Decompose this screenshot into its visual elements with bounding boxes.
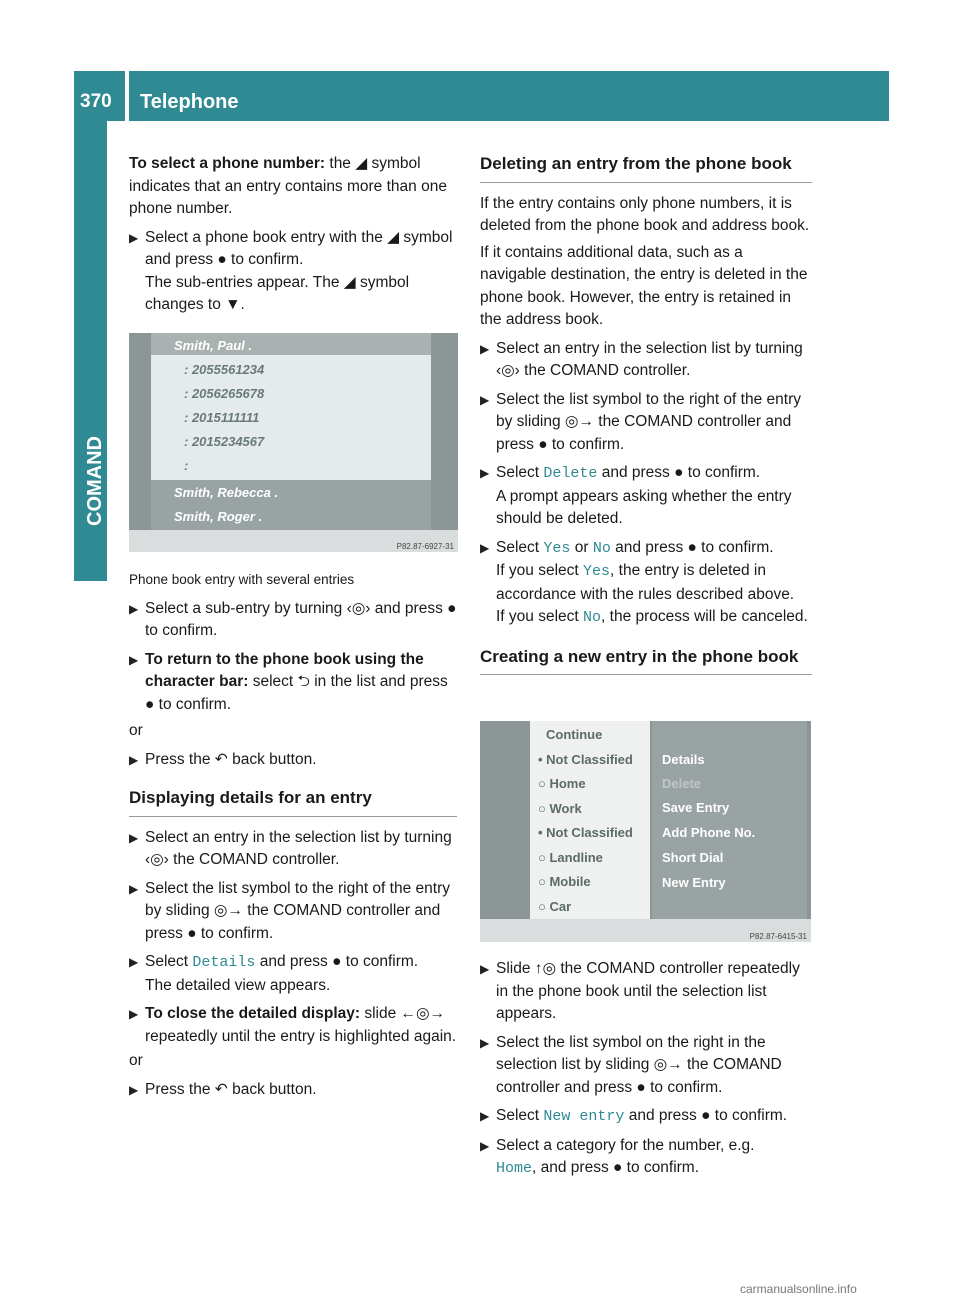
- bullet-arrow-icon: ▶: [480, 1035, 490, 1050]
- step-text: Select: [496, 538, 544, 556]
- step-select-entry: [129, 227, 457, 317]
- step-text: and press ● to confirm.: [624, 1107, 788, 1124]
- menu-term: Details: [192, 954, 256, 971]
- screen-row: ○ Landline: [538, 850, 603, 865]
- step-text: Select an entry in the selection list by turning ‹◎› the COMAND controller.: [496, 339, 803, 379]
- screen-row: :: [184, 458, 189, 473]
- left-column-lower: [129, 563, 457, 1101]
- step-text: Select: [496, 1107, 544, 1124]
- figure-code: P82.87-6927-31: [396, 542, 454, 551]
- step-result: , the process will be canceled.: [601, 608, 808, 625]
- step-select-delete: [480, 462, 812, 531]
- screen-row: : 2056265678: [184, 386, 265, 401]
- screen-row: : 2015111111: [184, 410, 260, 425]
- bullet-arrow-icon: ▶: [129, 752, 139, 767]
- menu-term: New entry: [543, 1108, 625, 1125]
- menu-item: Add Phone No.: [662, 825, 756, 840]
- screen-row: ○ Car: [538, 899, 572, 914]
- screen-row: Smith, Rebecca .: [174, 485, 279, 500]
- step-select-list-symbol: [129, 878, 457, 946]
- menu-term: No: [592, 539, 611, 557]
- bullet-arrow-icon: ▶: [480, 540, 490, 555]
- screen-row: • Not Classified: [538, 825, 633, 840]
- bullet-arrow-icon: ▶: [480, 392, 490, 407]
- step-text: Select an entry in the selection list by turning ‹◎› the COMAND controller.: [145, 828, 452, 868]
- screen-row: Continue: [546, 727, 603, 742]
- screenshot-new-entry-menu: [480, 721, 811, 942]
- bullet-arrow-icon: ▶: [129, 881, 139, 896]
- bullet-arrow-icon: ▶: [480, 1109, 490, 1123]
- step-select-new-entry: [480, 1105, 812, 1129]
- step-slide-controller: [480, 958, 812, 1026]
- step-back-button: [129, 749, 457, 772]
- menu-term: Yes: [543, 539, 571, 557]
- step-text: Select: [145, 953, 193, 970]
- bullet-arrow-icon: ▶: [129, 830, 139, 845]
- page-number: 370: [80, 91, 112, 112]
- heading-deleting-entry: Deleting an entry from the phone book: [480, 153, 812, 183]
- step-select-list-symbol: [480, 389, 812, 457]
- intro-text: the ◢ symbol indicates that an entry contains more than one phone number.: [129, 155, 447, 217]
- step-text: and press ● to confirm.: [610, 538, 774, 556]
- menu-term: No: [583, 609, 602, 626]
- step-result: If you select: [496, 562, 584, 579]
- section-title: Telephone: [140, 91, 239, 113]
- left-column: [129, 153, 457, 317]
- step-text: slide ←◎→ repeatedly until the entry is highlighted again.: [145, 1005, 457, 1045]
- step-text: Select the list symbol on the right in the selection list by sliding ◎→ the COMAND controller and press ● to confirm.: [496, 1033, 782, 1096]
- bullet-arrow-icon: ▶: [129, 230, 139, 245]
- step-bold: To close the detailed display:: [145, 1005, 361, 1022]
- step-text: Slide ↑◎ the COMAND controller repeatedly in the phone book until the selection list appears.: [496, 960, 800, 1022]
- screen-row: : 2055561234: [184, 362, 265, 377]
- right-column: [480, 153, 812, 685]
- right-column-lower: [480, 952, 812, 1181]
- step-result: If you select: [496, 608, 584, 625]
- intro-paragraph: [129, 153, 457, 221]
- step-text: Select a phone book entry with the ◢ symbol and press ● to confirm.: [145, 228, 453, 268]
- bullet-arrow-icon: ▶: [480, 962, 490, 976]
- step-close-detailed: [129, 1003, 457, 1048]
- step-text: Select the list symbol to the right of the entry by sliding ◎→ the COMAND controller and press ● to confirm.: [496, 390, 801, 453]
- bullet-arrow-icon: ▶: [480, 341, 490, 356]
- step-select-subentry: [129, 598, 457, 643]
- step-bold: To return to the phone book using the character bar:: [145, 650, 424, 690]
- step-text: Select a category for the number, e.g.: [496, 1136, 755, 1154]
- step-select-list-symbol: [480, 1032, 812, 1100]
- figure-code: P82.87-6415-31: [749, 932, 807, 941]
- step-text: Select: [496, 464, 544, 481]
- footer-watermark: carmanualsonline.info: [740, 1282, 857, 1296]
- paragraph: If it contains additional data, such as a navigable destination, the entry is deleted in the phone book. However, the entry is retained in the address book.: [480, 243, 808, 328]
- step-text: and press ● to confirm.: [255, 953, 419, 970]
- screen-row: Smith, Roger .: [174, 509, 263, 524]
- step-text: and press ● to confirm.: [597, 464, 761, 481]
- header-divider: [125, 71, 129, 121]
- step-result: The detailed view appears.: [145, 976, 331, 994]
- screen-row: ○ Home: [538, 776, 586, 791]
- menu-item: New Entry: [662, 875, 726, 890]
- paragraph: If the entry contains only phone numbers, it is deleted from the phone book and address book.: [480, 194, 810, 234]
- menu-term: Yes: [583, 563, 611, 580]
- screen-row: Smith, Paul .: [174, 338, 253, 353]
- step-select-yes-no: [480, 537, 812, 630]
- menu-term: Delete: [543, 465, 598, 482]
- bullet-arrow-icon: ▶: [129, 955, 139, 969]
- step-result: The sub-entries appear. The ◢ symbol changes to ▼.: [145, 273, 410, 313]
- menu-item: Save Entry: [662, 800, 730, 815]
- step-back-button: [129, 1079, 457, 1102]
- bullet-arrow-icon: ▶: [129, 1007, 139, 1021]
- step-select-details: [129, 951, 457, 997]
- intro-bold: To select a phone number:: [129, 155, 326, 172]
- screenshot-phone-book-entry: [129, 333, 458, 552]
- step-result: , the entry is deleted in accordance with the rules described above.: [496, 562, 795, 603]
- menu-item: Short Dial: [662, 850, 724, 865]
- step-text: Select a sub-entry by turning ‹◎› and press ● to confirm.: [145, 599, 457, 639]
- heading-creating-entry: Creating a new entry in the phone book: [480, 646, 812, 676]
- step-select-category: [480, 1135, 812, 1181]
- bullet-arrow-icon: ▶: [129, 652, 139, 667]
- bullet-arrow-icon: ▶: [129, 1082, 139, 1097]
- step-result: A prompt appears asking whether the entry should be deleted.: [496, 487, 792, 527]
- step-text: or: [570, 538, 593, 556]
- page-header: [74, 71, 889, 121]
- screen-row: ○ Work: [538, 801, 582, 816]
- screen-row: : 2015234567: [184, 434, 265, 449]
- bullet-arrow-icon: ▶: [480, 466, 490, 480]
- or-text: or: [129, 722, 143, 739]
- screen-list-panel: [530, 721, 650, 919]
- menu-term: Home: [496, 1160, 533, 1177]
- side-label: COMAND: [84, 436, 106, 526]
- step-text: , and press ● to confirm.: [532, 1159, 700, 1176]
- step-text: Press the ↶ back button.: [145, 750, 317, 768]
- bullet-arrow-icon: ▶: [480, 1138, 490, 1153]
- screen-row: ○ Mobile: [538, 874, 591, 889]
- or-text: or: [129, 1052, 143, 1069]
- step-text: select ⮌ in the list and press ● to confirm.: [145, 673, 448, 713]
- screen-row: • Not Classified: [538, 752, 633, 767]
- figure-caption: Phone book entry with several entries: [129, 572, 355, 587]
- step-select-entry-list: [480, 338, 812, 383]
- step-text: Press the ↶ back button.: [145, 1080, 317, 1098]
- step-return-character-bar: [129, 649, 457, 717]
- bullet-arrow-icon: ▶: [129, 601, 139, 616]
- step-select-entry-list: [129, 827, 457, 872]
- heading-displaying-details: Displaying details for an entry: [129, 787, 457, 817]
- menu-item: Details: [662, 752, 705, 767]
- menu-item: Delete: [662, 776, 702, 791]
- step-text: Select the list symbol to the right of the entry by sliding ◎→ the COMAND controller and press ● to confirm.: [145, 879, 450, 942]
